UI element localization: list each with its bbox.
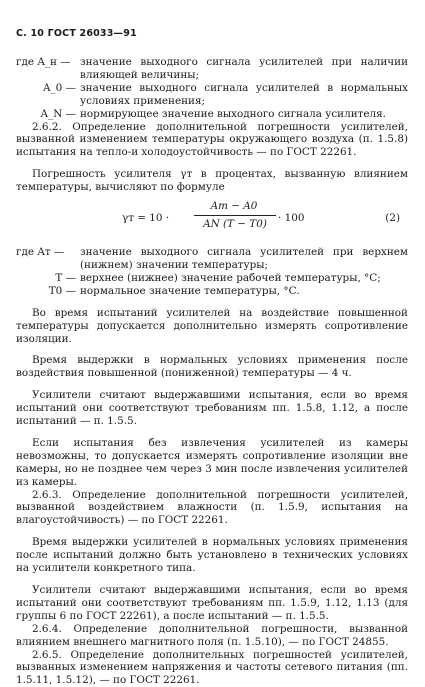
def-symbol: T0 —: [48, 284, 76, 297]
def-text: верхнее (нижнее) значение рабочей температуры, °С;: [80, 271, 381, 284]
def-text: нормирующее значение выходного сигнала усилителя.: [80, 107, 386, 120]
formula-number: (2): [385, 212, 400, 225]
paragraph: Усилители считают выдержавшими испытания, если во время испытаний они соответствуют требованиям пп. 1.5.9, 1.12, 1.13 (для группы 6 по ГОСТ 22261), а после испытаний — п. 1.5.5.: [16, 584, 408, 622]
formula-numerator: Aт − A0: [210, 200, 258, 213]
formula-intro: Погрешность усилителя γт в процентах, вызванную влиянием температуры, вычисляют по формуле: [16, 168, 408, 194]
paragraph: Во время испытаний усилителей на воздействие повышенной температуры допускается дополнительно измерять сопротивление изоляции.: [16, 306, 408, 345]
fraction-bar: [194, 215, 276, 216]
def-text: значение выходного сигнала усилителей при наличии влияющей величины;: [80, 56, 408, 81]
def-text: нормальное значение температуры, °С.: [80, 284, 300, 297]
page-header: С. 10 ГОСТ 26033—91: [16, 28, 137, 39]
formula-2: [16, 200, 408, 238]
def-symbol: A_N —: [40, 107, 76, 120]
paragraph: Усилители считают выдержавшими испытания, если во время испытаний они соответствуют требованиям пп. 1.5.8, 1.12, а после испытаний — п. 1.5.5.: [16, 389, 408, 428]
def-lead: где A_н —: [16, 56, 71, 68]
def-text: значение выходного сигнала усилителей в нормальных условиях применения;: [80, 81, 408, 107]
page-content: [16, 56, 408, 687]
formula-tail: · 100: [278, 212, 305, 225]
paragraph: Время выдержки усилителей в нормальных условиях применения после испытаний должно быть установлено в технических условиях на усилители конкретного типа.: [16, 536, 408, 575]
section-2-6-4: 2.6.4. Определение дополнительной погрешности, вызванной влиянием внешнего магнитного поля (п. 1.5.10), — по ГОСТ 24855.: [16, 622, 408, 648]
def-symbol: T —: [55, 271, 76, 284]
paragraph: Если испытания без извлечения усилителей из камеры невозможны, то допускается измерять сопротивление изоляции вне камеры, но не позднее чем через 3 мин после извлечения усилителей из камеры.: [16, 436, 408, 488]
formula-denominator: AN (T − T0): [203, 218, 267, 231]
definitions-list-2: [16, 246, 408, 298]
def-symbol: A_н —: [37, 56, 71, 68]
section-2-6-5: 2.6.5. Определение дополнительных погрешностей усилителей, вызванных изменением напряжения и частоты сетевого питания (пп. 1.5.11, 1.5.12), — по ГОСТ 22261.: [16, 648, 408, 687]
def-symbol: Aт —: [37, 246, 65, 259]
definitions-list-1: [16, 56, 408, 121]
def-symbol: A_0 —: [42, 81, 76, 94]
def-text: значение выходного сигнала усилителей при верхнем (нижнем) значении температуры;: [80, 246, 408, 271]
section-2-6-3: 2.6.3. Определение дополнительной погрешности усилителей, вызванной воздействием влажности (п. 1.5.9, испытания на влагоустойчивость) — по ГОСТ 22261.: [16, 488, 408, 527]
formula-lhs: γт = 10 ·: [122, 212, 170, 225]
section-2-6-2: 2.6.2. Определение дополнительной погрешности усилителей, вызванной изменением температуры окружающего воздуха (п. 1.5.8) испытания на тепло-и холодоустойчивость — по ГОСТ 22261.: [16, 120, 408, 159]
paragraph: Время выдержки в нормальных условиях применения после воздействия повышенной (пониженной) температуры — 4 ч.: [16, 354, 408, 380]
def-lead: где Aт —: [16, 246, 65, 259]
